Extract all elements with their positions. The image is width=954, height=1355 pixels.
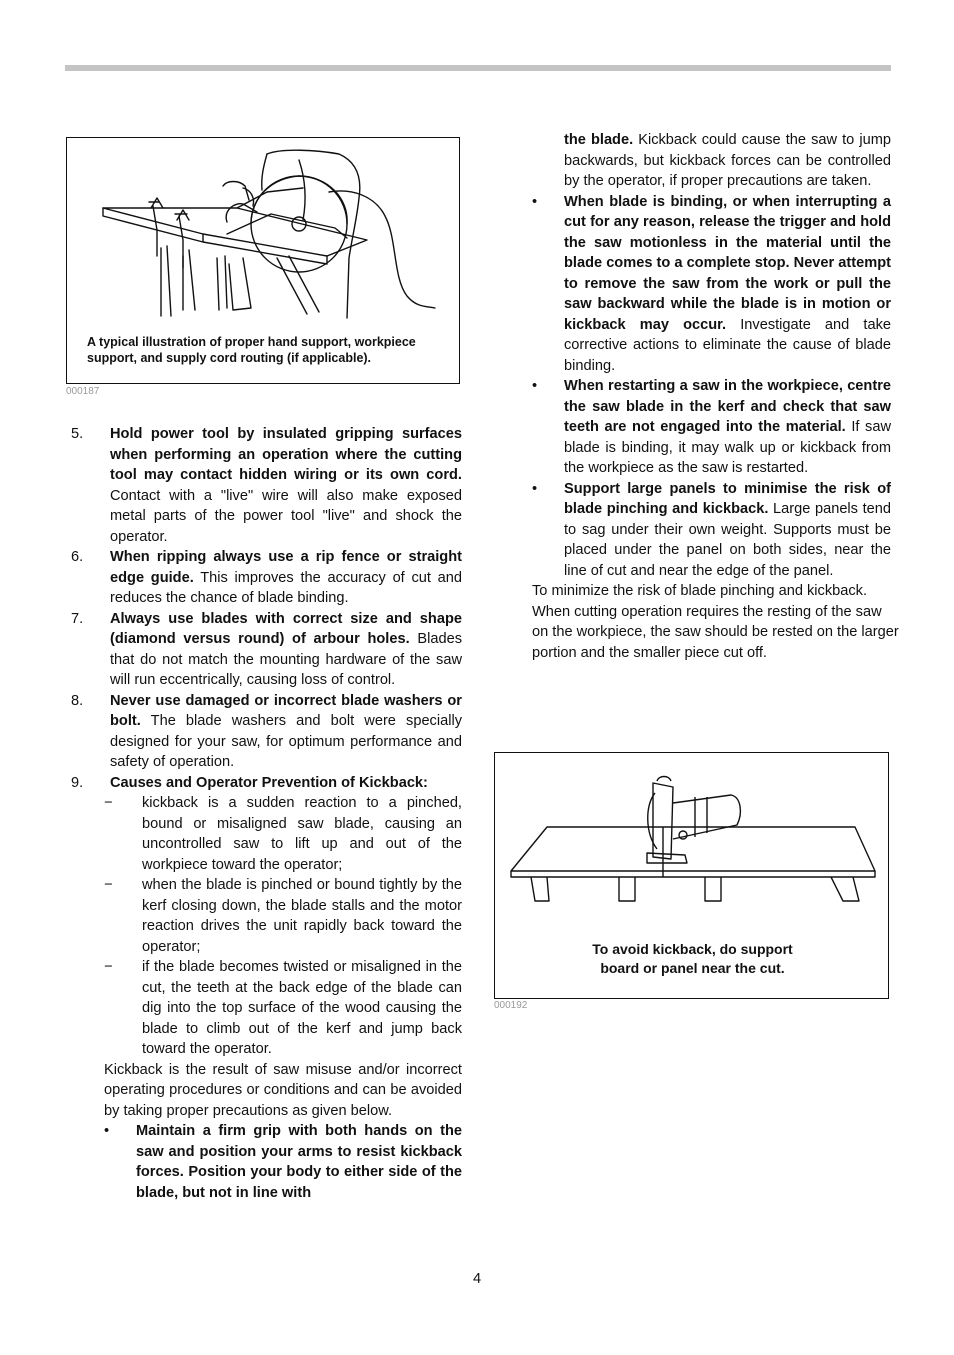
item-text: The blade washers and bolt were specially designed for your saw, for optimum performance and safety of operation. <box>110 713 462 770</box>
bullet-bold-text: Support large panels to minimise the risk of blade pinching and kickback. <box>564 480 891 517</box>
item-bold-text: Always use blades with correct size and shape (diamond versus round) of arbour holes. <box>110 610 462 647</box>
item-text: Blades that do not match the mounting hardware of the saw will run eccentrically, causing loss of control. <box>110 631 462 688</box>
pinching-paragraph: To minimize the risk of blade pinching and kickback. When cutting operation requires the resting of the saw on the workpiece, the saw should be rested on the larger portion and the smaller piece cut off. <box>532 583 899 661</box>
item-text: Contact with a "live" wire will also make exposed metal parts of the power tool "live" and shock the operator. <box>110 487 462 545</box>
figure-code: 000187 <box>66 386 100 397</box>
figure-panel-support <box>494 752 889 999</box>
dash-text: when the blade is pinched or bound tightly by the kerf closing down, the blade stalls and the motor reaction drives the unit rapidly back toward the operator; <box>142 877 462 955</box>
list-item <box>66 773 462 794</box>
header-rule <box>65 65 891 71</box>
bullet-bold-text: Maintain a firm grip with both hands on the saw and position your arms to resist kickback forces. Position your body to either side of the blade, but not in line with <box>136 1123 462 1201</box>
item-bold-text: Hold power tool by insulated gripping surfaces when performing an operation where the cutting tool may contact hidden wiring or its own cord. <box>110 426 462 483</box>
item-number: 6. <box>71 549 84 565</box>
dash-item <box>66 875 462 957</box>
bullet-item <box>532 479 891 582</box>
bullet-item <box>66 1121 462 1203</box>
bullet-text: Kickback could cause the saw to jump backwards, but kickback forces can be controlled by the operator, if proper precautions are taken. <box>564 132 891 189</box>
item-text: This improves the accuracy of cut and reduces the chance of blade binding. <box>110 569 463 606</box>
item-number: 5. <box>71 426 84 442</box>
list-item <box>66 609 462 691</box>
bullet-marker: • <box>532 193 538 210</box>
item-number: 8. <box>71 692 84 709</box>
kickback-paragraph: Kickback is the result of saw misuse and/or incorrect operating procedures or conditions and can be avoided by taking proper precautions as given below. <box>104 1061 462 1119</box>
dash-marker: − <box>104 959 113 975</box>
bullet-bold-text: When restarting a saw in the workpiece, centre the saw blade in the kerf and check that saw teeth are not engaged into the material. <box>564 378 891 435</box>
bullet-text: If saw blade is binding, it may walk up or kickback from the workpiece as the saw is restarted. <box>564 419 891 476</box>
dash-item <box>66 957 462 1060</box>
page-number: 4 <box>472 1271 482 1287</box>
bullet-bold-text: When blade is binding, or when interrupting a cut for any reason, release the trigger and hold the saw motionless in the material until the blade comes to a complete stop. Never attempt to remove the saw from the work or pull the saw backward while the blade is in motion or kickback may occur. <box>564 193 891 333</box>
bullet-marker: • <box>104 1123 110 1139</box>
dash-marker: − <box>104 877 113 893</box>
bullet-text: Investigate and take corrective actions to eliminate the cause of blade binding. <box>564 316 891 374</box>
dash-marker: − <box>104 795 113 811</box>
item-number: 9. <box>71 774 84 791</box>
dash-text: kickback is a sudden reaction to a pinched, bound or misaligned saw blade, causing an uncontrolled saw to lift up and out of the workpiece toward the operator; <box>142 795 462 873</box>
bullet-continuation <box>532 130 891 192</box>
bullet-text: Large panels tend to sag under their own weight. Supports must be placed under the panel on both sides, near the line of cut and near the edge of the panel. <box>564 501 891 579</box>
item-bold-text: When ripping always use a rip fence or straight edge guide. <box>110 549 462 586</box>
right-column <box>532 130 899 663</box>
bullet-marker: • <box>532 378 538 394</box>
figure-caption-line: board or panel near the cut. <box>600 960 785 976</box>
figure-caption: A typical illustration of proper hand support, workpiece support, and supply cord routing (if applicable). <box>87 335 416 365</box>
bullet-marker: • <box>532 480 538 497</box>
figure-hand-support <box>66 137 460 384</box>
figure-code: 000192 <box>494 1000 528 1011</box>
dash-item <box>66 793 462 875</box>
left-column <box>66 424 462 1203</box>
item-bold-text: Never use damaged or incorrect blade washers or bolt. <box>110 692 462 729</box>
list-item <box>66 691 462 773</box>
list-item <box>66 424 462 547</box>
bullet-item <box>532 192 891 377</box>
bullet-bold-text: the blade. <box>564 132 634 148</box>
list-item <box>66 547 462 609</box>
item-bold-text: Causes and Operator Prevention of Kickback: <box>110 774 428 791</box>
figure-caption-line: To avoid kickback, do support <box>592 941 793 957</box>
dash-text: if the blade becomes twisted or misaligned in the cut, the teeth at the back edge of the blade can dig into the top surface of the wood causing the blade to climb out of the kerf and jump back toward the operator. <box>142 959 462 1057</box>
bullet-item <box>532 376 891 479</box>
item-number: 7. <box>71 610 84 627</box>
